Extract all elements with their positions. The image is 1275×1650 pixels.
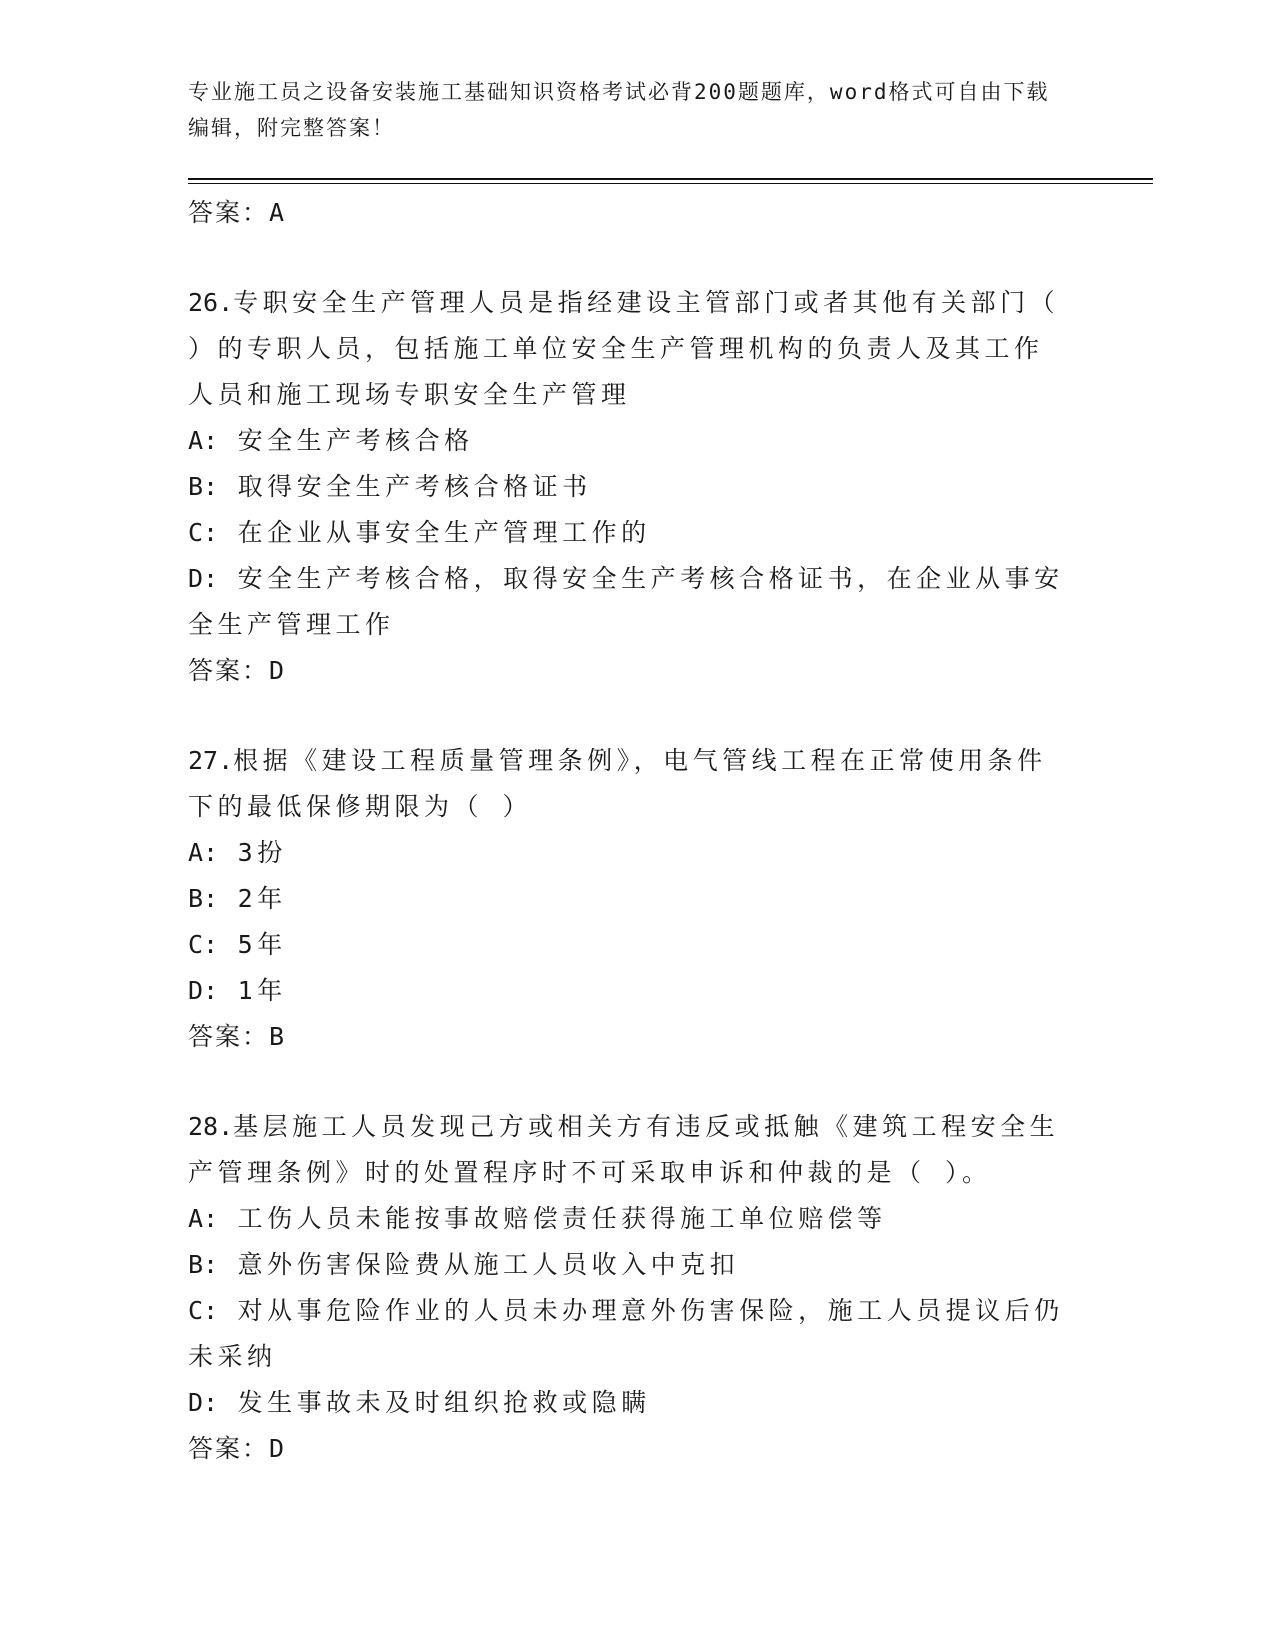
option-c (188, 922, 1068, 968)
question-number: 28. (188, 1112, 234, 1141)
answer-label: 答案： (188, 198, 270, 227)
header-rule-thick (188, 178, 1153, 180)
option-b (188, 876, 1068, 922)
option-c (188, 1288, 1068, 1380)
option-a (188, 830, 1068, 876)
option-d (188, 556, 1068, 648)
option-text: 5年 (237, 930, 287, 959)
spacer (188, 1060, 1068, 1104)
option-a (188, 1196, 1068, 1242)
option-key: D: (188, 976, 219, 1005)
option-text: 2年 (237, 884, 287, 913)
option-d (188, 968, 1068, 1014)
answer-label: 答案： (188, 1022, 270, 1051)
option-text: 3扮 (237, 838, 287, 867)
answer-value: B (269, 1022, 287, 1051)
answer-line (188, 1014, 1068, 1060)
answer-label: 答案： (188, 656, 270, 685)
option-key: B: (188, 884, 219, 913)
question-stem (188, 1104, 1068, 1196)
option-text: 1年 (237, 976, 287, 1005)
option-key: A: (188, 1204, 219, 1233)
answer-line (188, 1426, 1068, 1472)
document-header: 专业施工员之设备安装施工基础知识资格考试必背200题题库，word格式可自由下载编辑，附完整答案！ (188, 80, 1050, 140)
question-text: 专职安全生产管理人员是指经建设主管部门或者其他有关部门（ ）的专职人员，包括施工单位安全生产管理机构的负责人及其工作人员和施工现场专职安全生产管理 (188, 288, 1060, 409)
question-text: 根据《建设工程质量管理条例》，电气管线工程在正常使用条件下的最低保修期限为（ ） (188, 746, 1047, 821)
option-key: D: (188, 1388, 219, 1417)
option-key: B: (188, 472, 219, 501)
option-key: C: (188, 518, 219, 547)
answer-line-prev (188, 190, 1068, 236)
question-stem (188, 738, 1068, 830)
option-key: C: (188, 1296, 219, 1325)
document-body (188, 190, 1068, 1472)
question-number: 27. (188, 746, 234, 775)
option-text: 安全生产考核合格 (237, 426, 474, 455)
option-d (188, 1380, 1068, 1426)
answer-value: A (269, 198, 287, 227)
option-c (188, 510, 1068, 556)
option-key: D: (188, 564, 219, 593)
answer-label: 答案： (188, 1434, 270, 1463)
answer-value: D (269, 1434, 287, 1463)
header-rule-thin (188, 183, 1153, 184)
option-text: 安全生产考核合格，取得安全生产考核合格证书，在企业从事安全生产管理工作 (188, 564, 1064, 639)
question-number: 26. (188, 288, 234, 317)
option-b (188, 464, 1068, 510)
answer-value: D (269, 656, 287, 685)
option-text: 发生事故未及时组织抢救或隐瞒 (237, 1388, 651, 1417)
option-text: 在企业从事安全生产管理工作的 (237, 518, 651, 547)
option-key: A: (188, 838, 219, 867)
answer-line (188, 648, 1068, 694)
option-text: 取得安全生产考核合格证书 (237, 472, 592, 501)
option-b (188, 1242, 1068, 1288)
option-text: 意外伤害保险费从施工人员收入中克扣 (237, 1250, 740, 1279)
spacer (188, 236, 1068, 280)
question-text: 基层施工人员发现己方或相关方有违反或抵触《建筑工程安全生产管理条例》时的处置程序时不可采取申诉和仲裁的是（ ）。 (188, 1112, 1060, 1187)
option-text: 工伤人员未能按事故赔偿责任获得施工单位赔偿等 (237, 1204, 887, 1233)
option-key: B: (188, 1250, 219, 1279)
option-key: A: (188, 426, 219, 455)
question-stem (188, 280, 1068, 418)
spacer (188, 694, 1068, 738)
option-a (188, 418, 1068, 464)
option-key: C: (188, 930, 219, 959)
option-text: 对从事危险作业的人员未办理意外伤害保险，施工人员提议后仍未采纳 (188, 1296, 1064, 1371)
